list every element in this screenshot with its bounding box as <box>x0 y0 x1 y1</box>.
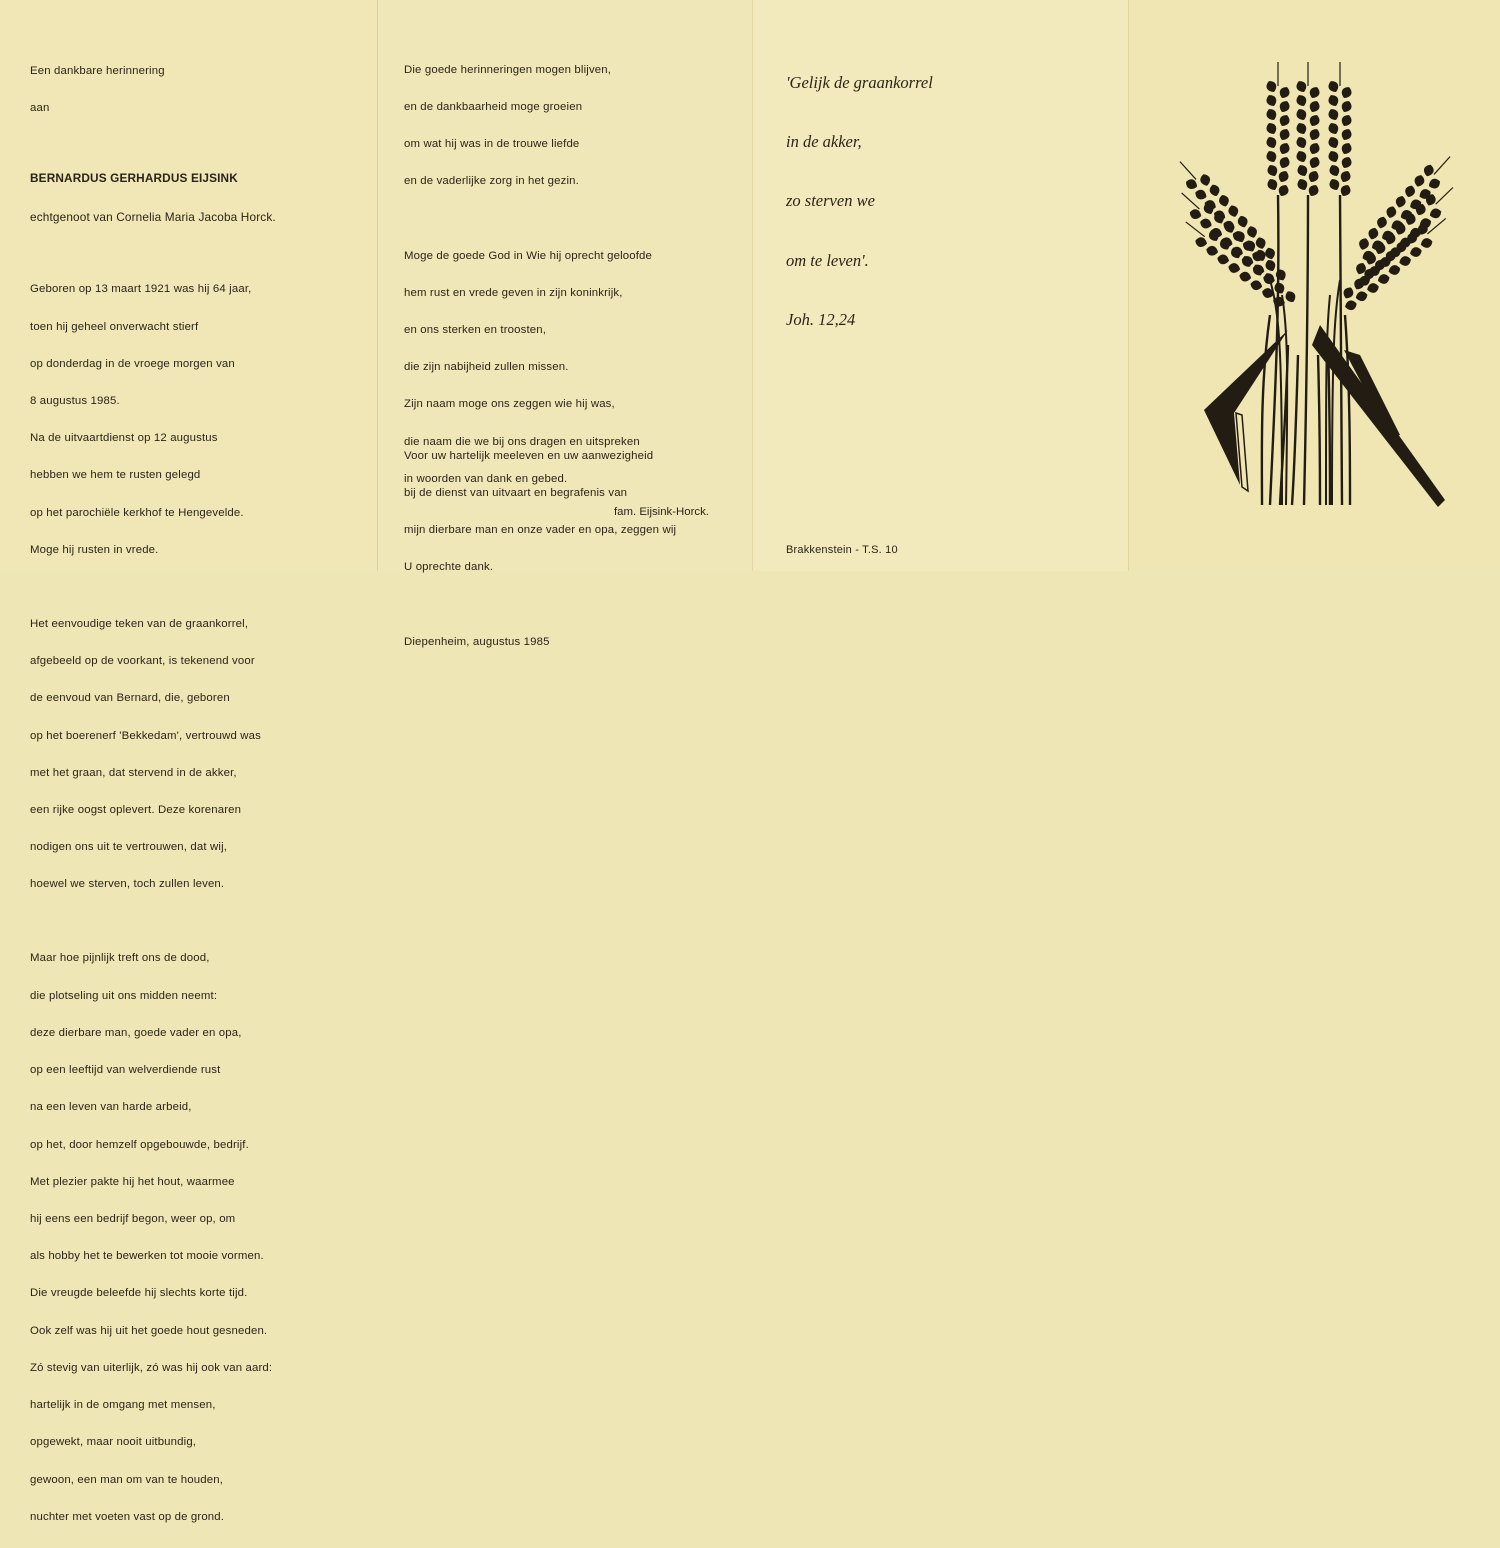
para2-line: op het boerenerf 'Bekkedam', vertrouwd was <box>30 729 261 742</box>
para1-line: op het parochiële kerkhof te Hengevelde. <box>30 506 244 519</box>
para3-line: na een leven van harde arbeid, <box>30 1101 192 1114</box>
p2-para1-line: en de vaderlijke zorg in het gezin. <box>404 175 579 188</box>
para3-line: opgewekt, maar nooit uitbundig, <box>30 1436 197 1449</box>
para1-line: Geboren op 13 maart 1921 was hij 64 jaar, <box>30 283 252 296</box>
para3-line: Zó stevig van uiterlijk, zó was hij ook van aard: <box>30 1361 273 1374</box>
p2-para2-line: die naam die we bij ons dragen en uitspreken <box>404 435 640 448</box>
para1-line: toen hij geheel onverwacht stierf <box>30 320 199 333</box>
thanks-text <box>404 425 676 673</box>
bible-quote <box>786 33 933 370</box>
para1-line: 8 augustus 1985. <box>30 394 120 407</box>
para1-line: Moge hij rusten in vrede. <box>30 543 159 556</box>
para2-line: afgebeeld op de voorkant, is tekenend voor <box>30 655 255 668</box>
quote-reference: Joh. 12,24 <box>786 310 856 330</box>
p2-para1-line: en de dankbaarheid moge groeien <box>404 101 583 114</box>
para1-line: op donderdag in de vroege morgen van <box>30 357 235 370</box>
quote-line: 'Gelijk de graankorrel <box>786 72 933 92</box>
spouse-line: echtgenoot van Cornelia Maria Jacoba Horck. <box>30 210 276 225</box>
para3-line: op een leeftijd van welverdiende rust <box>30 1064 221 1077</box>
family-signature: fam. Eijsink-Horck. <box>614 506 709 518</box>
para2-line: hoewel we sterven, toch zullen leven. <box>30 878 225 891</box>
para2-line: een rijke oogst oplevert. Deze korenaren <box>30 803 242 816</box>
para2-line: Het eenvoudige teken van de graankorrel, <box>30 617 249 630</box>
intro-line-2: aan <box>30 102 50 115</box>
para3-line: Maar hoe pijnlijk treft ons de dood, <box>30 952 210 965</box>
wheat-sheaf-icon <box>1170 55 1470 515</box>
para3-line: deze dierbare man, goede vader en opa, <box>30 1026 242 1039</box>
thanks-line: mijn dierbare man en onze vader en opa, zeggen wij <box>404 524 677 537</box>
p2-para2-line: hem rust en vrede geven in zijn koninkrijk, <box>404 286 623 299</box>
quote-line: in de akker, <box>786 131 862 151</box>
para3-line: hartelijk in de omgang met mensen, <box>30 1399 216 1412</box>
para3-line: op het, door hemzelf opgebouwde, bedrijf. <box>30 1138 249 1151</box>
thanks-line: U oprechte dank. <box>404 561 494 574</box>
para1-line: Na de uitvaartdienst op 12 augustus <box>30 432 218 445</box>
p2-para2-line: in woorden van dank en gebed. <box>404 472 568 485</box>
para3-line: die plotseling uit ons midden neemt: <box>30 989 218 1002</box>
para3-line: Ook zelf was hij uit het goede hout gesneden. <box>30 1324 268 1337</box>
deceased-name: BERNARDUS GERHARDUS EIJSINK <box>30 171 238 186</box>
place-date: Diepenheim, augustus 1985 <box>404 635 550 648</box>
para1-line: hebben we hem te rusten gelegd <box>30 469 201 482</box>
p2-para2-line: en ons sterken en troosten, <box>404 323 547 336</box>
panel1-text <box>30 40 276 1548</box>
p2-para2-line: Moge de goede God in Wie hij oprecht geloofde <box>404 249 653 262</box>
p2-para2-line: die zijn nabijheid zullen missen. <box>404 361 569 374</box>
para3-line: Met plezier pakte hij het hout, waarmee <box>30 1175 235 1188</box>
para3-line: gewoon, een man om van te houden, <box>30 1473 224 1486</box>
para3-line: als hobby het te bewerken tot mooie vormen. <box>30 1250 264 1263</box>
thanks-line: bij de dienst van uitvaart en begrafenis van <box>404 487 628 500</box>
p2-para2-line: Zijn naam moge ons zeggen wie hij was, <box>404 398 615 411</box>
para2-line: met het graan, dat stervend in de akker, <box>30 766 237 779</box>
para3-line: nuchter met voeten vast op de grond. <box>30 1510 225 1523</box>
para3-line: hij eens een bedrijf begon, weer op, om <box>30 1212 236 1225</box>
intro-line-1: Een dankbare herinnering <box>30 64 165 77</box>
para2-line: de eenvoud van Bernard, die, geboren <box>30 692 230 705</box>
quote-line: om te leven'. <box>786 250 869 270</box>
printer-mark: Brakkenstein - T.S. 10 <box>786 544 898 556</box>
p2-para1-line: Die goede herinneringen mogen blijven, <box>404 63 612 76</box>
para3-line: Die vreugde beleefde hij slechts korte tijd. <box>30 1287 248 1300</box>
para2-line: nodigen ons uit te vertrouwen, dat wij, <box>30 841 228 854</box>
thanks-line: Voor uw hartelijk meeleven en uw aanwezigheid <box>404 449 654 462</box>
quote-line: zo sterven we <box>786 191 875 211</box>
p2-para1-line: om wat hij was in de trouwe liefde <box>404 138 580 151</box>
